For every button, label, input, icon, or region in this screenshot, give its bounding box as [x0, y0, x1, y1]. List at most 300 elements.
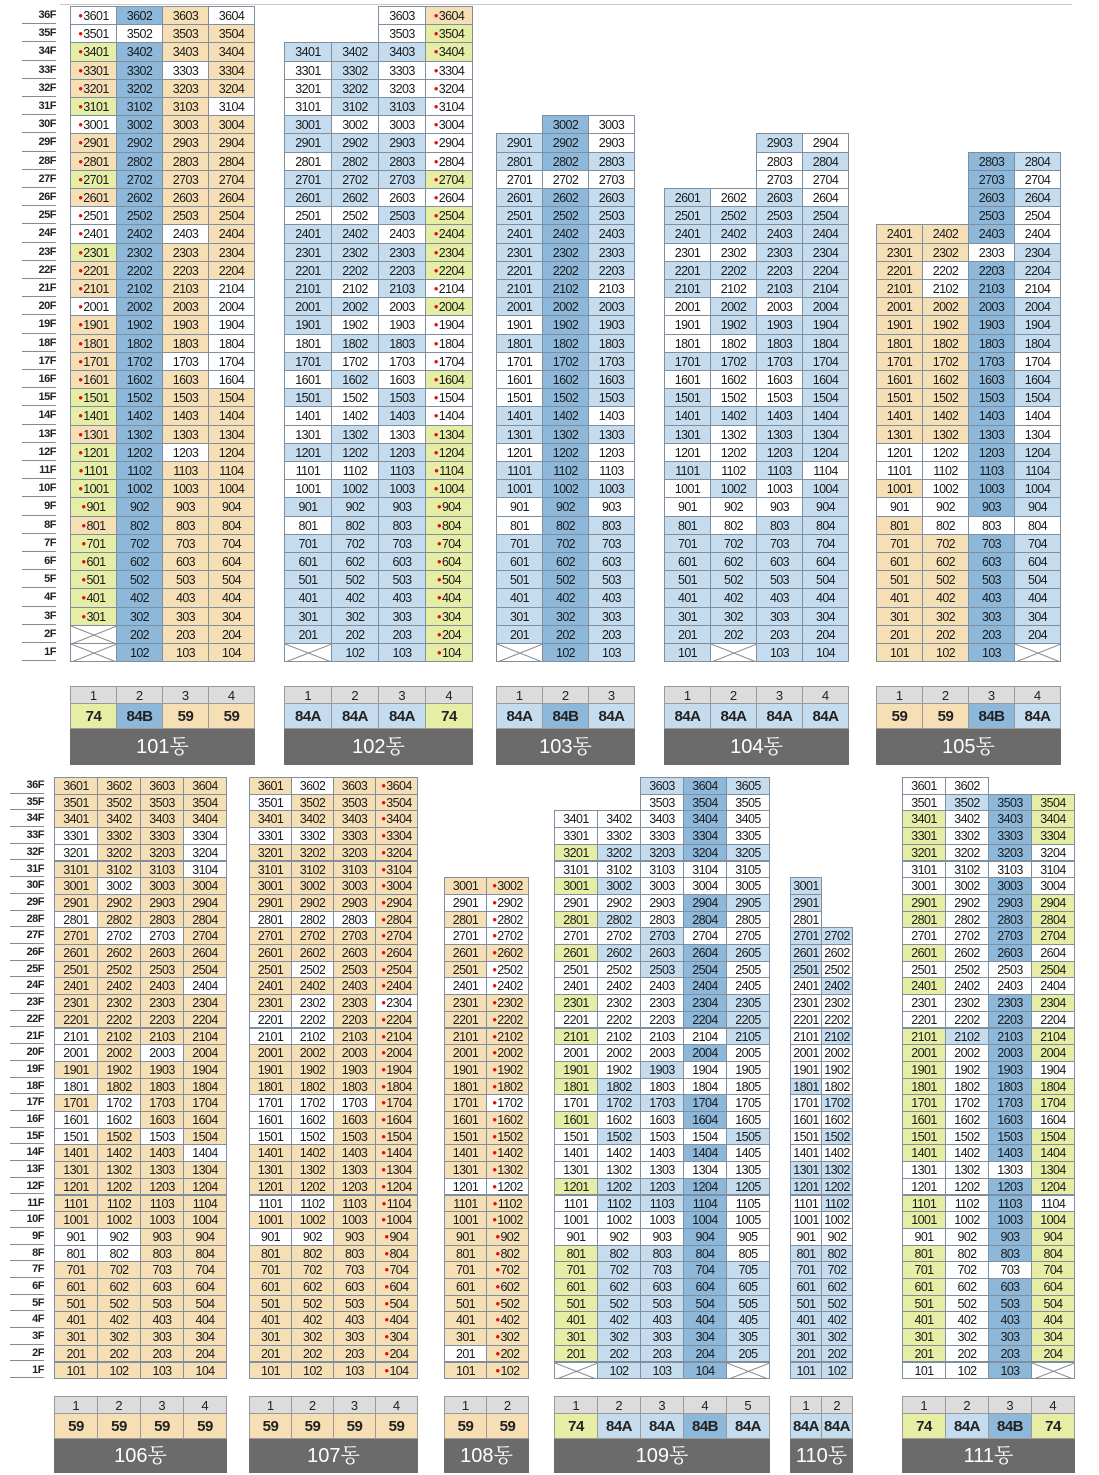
unit-cell — [542, 243, 589, 262]
unit-number: 2302 — [720, 245, 747, 260]
unit-number: 2901 — [452, 895, 479, 910]
unit-type: 84A — [710, 703, 757, 729]
unit-cell — [496, 279, 543, 298]
unit-number: 1002 — [824, 1213, 850, 1228]
unit-number: 2702 — [824, 929, 850, 944]
unit-cell — [597, 1311, 641, 1329]
unit-number: 102 — [129, 646, 150, 660]
unit-cell — [333, 927, 376, 945]
unit-cell — [425, 334, 473, 353]
unit-cell — [444, 1178, 487, 1196]
unit-number: 2904 — [1040, 895, 1066, 910]
unit-cell — [683, 877, 727, 895]
unit-cell — [162, 352, 209, 371]
unit-type: 74 — [1031, 1413, 1075, 1439]
unit-number: 2702 — [497, 929, 523, 944]
unit-cell — [664, 406, 711, 425]
unit-cell — [70, 243, 117, 262]
unit-number: 1802 — [342, 336, 368, 351]
unit-number: 3203 — [341, 845, 368, 860]
unit-number: 2802 — [342, 154, 368, 169]
unit-number: 804 — [695, 1246, 715, 1261]
unit-number: 2601 — [83, 191, 109, 205]
unit-cell — [1031, 1328, 1075, 1346]
unit-cell — [444, 1295, 487, 1313]
unit-cell — [284, 79, 332, 98]
unit-cell — [876, 279, 923, 298]
unit-cell — [640, 1278, 684, 1296]
floor-label: 5F — [10, 1295, 44, 1312]
unit-cell — [790, 1295, 822, 1313]
unit-number: 604 — [695, 1280, 715, 1294]
unit-number: 2902 — [497, 895, 523, 910]
unit-cell — [331, 443, 379, 462]
unit-cell — [183, 944, 227, 962]
unit-number: 303 — [1000, 1330, 1020, 1345]
unit-number: 1501 — [257, 1129, 284, 1144]
unit-number: 3503 — [172, 27, 199, 42]
unit-cell — [183, 1345, 227, 1363]
unit-cell — [640, 777, 684, 795]
floor-label: 27F — [22, 170, 56, 188]
unit-cell — [183, 861, 227, 879]
unit-number: 1001 — [83, 482, 109, 497]
unit-cell — [821, 927, 853, 945]
unit-number: 702 — [109, 1263, 129, 1278]
unit-cell — [756, 552, 803, 571]
unit-cell — [542, 133, 589, 152]
unit-number: 1402 — [954, 1146, 980, 1161]
unit-number: 2803 — [997, 912, 1023, 927]
unit-cell — [968, 170, 1015, 189]
floor-label: 35F — [10, 794, 44, 811]
unit-cell — [284, 152, 332, 171]
unit-cell — [988, 1078, 1032, 1096]
unit-number: 2101 — [83, 282, 109, 296]
unit-cell — [664, 224, 711, 243]
unit-number: 2704 — [692, 929, 718, 944]
line-number: 1 — [496, 686, 543, 704]
unit-number: 3103 — [172, 100, 199, 114]
unit-number: 2202 — [497, 1012, 523, 1027]
unit-number: 2303 — [149, 996, 175, 1011]
unit-cell — [597, 877, 641, 895]
unit-cell — [640, 961, 684, 979]
unit-cell — [162, 188, 209, 207]
unit-cell — [902, 944, 946, 962]
unit-cell — [1031, 927, 1075, 945]
unit-cell — [116, 588, 163, 607]
unit-cell — [425, 388, 473, 407]
red-dot-icon: • — [381, 844, 386, 860]
unit-cell — [97, 977, 141, 995]
unit-number: 2603 — [341, 946, 368, 960]
unit-cell — [116, 425, 163, 444]
unit-cell — [208, 479, 255, 498]
unit-number: 2204 — [812, 263, 839, 278]
unit-number: 1505 — [735, 1129, 761, 1144]
unit-cell — [710, 406, 757, 425]
unit-number: 1305 — [735, 1163, 761, 1178]
line-number: 1 — [902, 1396, 946, 1414]
unit-cell — [162, 607, 209, 626]
unit-cell — [554, 927, 598, 945]
unit-number: 2103 — [149, 1029, 175, 1044]
unit-cell — [710, 352, 757, 371]
unit-number: 1701 — [506, 354, 533, 369]
cross-icon — [285, 644, 332, 662]
unit-cell — [54, 1078, 98, 1096]
unit-number: 1501 — [452, 1129, 479, 1144]
unit-number: 2801 — [257, 912, 284, 927]
unit-number: 2501 — [563, 962, 589, 977]
unit-number: 502 — [609, 1296, 629, 1311]
unit-number: 1203 — [341, 1179, 368, 1194]
unit-cell — [208, 79, 255, 98]
unit-cell — [444, 1195, 487, 1213]
unit-cell — [496, 352, 543, 371]
unit-number: 502 — [345, 573, 365, 588]
unit-number: 2401 — [911, 979, 937, 994]
unit-number: 1202 — [126, 445, 153, 460]
floor-label: 7F — [10, 1261, 44, 1278]
unit-number: 2104 — [192, 1029, 218, 1044]
unit-cell — [284, 279, 332, 298]
unit-number: 1903 — [172, 318, 199, 333]
unit-number: 1704 — [1024, 354, 1051, 369]
line-number: 3 — [640, 1396, 684, 1414]
unit-number: 3302 — [299, 829, 326, 844]
red-dot-icon: • — [78, 226, 83, 242]
unit-cell — [208, 206, 255, 225]
unit-number: 1703 — [598, 354, 625, 369]
unit-number: 3003 — [149, 879, 175, 894]
unit-number: 2802 — [606, 912, 632, 927]
unit-number: 3205 — [735, 845, 761, 860]
red-dot-icon: • — [492, 1078, 497, 1094]
unit-number: 503 — [1000, 1296, 1020, 1311]
unit-number: 1601 — [452, 1113, 479, 1127]
unit-cell — [331, 479, 379, 498]
unit-cell — [790, 1278, 822, 1296]
unit-number: 303 — [601, 609, 622, 624]
unit-number: 601 — [455, 1280, 476, 1294]
unit-cell — [821, 1111, 853, 1129]
unit-number: 1604 — [192, 1113, 218, 1127]
unit-cell — [683, 1245, 727, 1263]
unit-cell — [162, 61, 209, 80]
unit-number: 2002 — [299, 1046, 326, 1061]
red-dot-icon: • — [433, 190, 438, 205]
unit-number: 702 — [935, 536, 956, 551]
unit-number: 302 — [957, 1330, 977, 1345]
unit-cell — [375, 1028, 418, 1046]
red-dot-icon: • — [495, 1245, 500, 1261]
unit-number: 1401 — [63, 1146, 89, 1161]
unit-number: 1503 — [149, 1129, 175, 1144]
unit-number: 304 — [195, 1330, 215, 1345]
unit-number: 2701 — [83, 172, 109, 187]
unit-number: 3102 — [299, 862, 326, 877]
unit-cell — [375, 1278, 418, 1296]
unit-cell — [331, 370, 379, 389]
unit-cell — [588, 643, 635, 662]
unit-number: 3503 — [341, 795, 368, 810]
unit-cell — [116, 188, 163, 207]
unit-number: 1301 — [257, 1163, 284, 1178]
unit-number: 602 — [609, 1280, 629, 1294]
building-name: 107동 — [249, 1439, 418, 1473]
unit-number: 2303 — [649, 996, 675, 1011]
red-dot-icon: • — [78, 444, 83, 460]
unit-cell — [331, 588, 379, 607]
unit-cell — [375, 927, 418, 945]
unit-cell — [496, 479, 543, 498]
unit-cell — [902, 1161, 946, 1179]
floor-label: 32F — [22, 79, 56, 97]
unit-number: 601 — [566, 1280, 586, 1294]
unit-number: 2602 — [299, 946, 326, 960]
unit-cell — [444, 1144, 487, 1162]
unit-cell — [208, 115, 255, 134]
unit-number: 3401 — [63, 812, 89, 827]
unit-number: 3102 — [126, 100, 153, 114]
unit-number: 1003 — [149, 1213, 175, 1228]
unit-cell — [249, 861, 292, 879]
unit-cell — [486, 1044, 529, 1062]
line-number: 3 — [378, 686, 426, 704]
unit-number: 504 — [195, 1296, 215, 1311]
unit-number: 1204 — [1040, 1179, 1066, 1194]
unit-cell — [284, 370, 332, 389]
unit-cell — [183, 1028, 227, 1046]
unit-number: 2904 — [812, 136, 839, 151]
unit-number: 104 — [221, 646, 242, 660]
unit-cell — [876, 461, 923, 480]
unit-number: 103 — [652, 1363, 672, 1378]
red-dot-icon: • — [495, 1295, 500, 1311]
unit-cell — [70, 588, 117, 607]
line-number: 4 — [183, 1396, 227, 1414]
unit-cell — [588, 443, 635, 462]
unit-number: 1401 — [674, 409, 701, 424]
unit-number: 2303 — [389, 245, 415, 260]
unit-cell — [249, 827, 292, 845]
unit-cell — [140, 1311, 184, 1329]
unit-number: 2903 — [766, 136, 793, 151]
unit-number: 2201 — [63, 1012, 89, 1027]
unit-number: 902 — [109, 1229, 129, 1244]
unit-cell — [945, 1295, 989, 1313]
unit-number: 1001 — [63, 1213, 89, 1228]
unit-number: 702 — [957, 1263, 977, 1278]
unit-number: 1703 — [649, 1096, 675, 1111]
unit-number: 1004 — [218, 482, 245, 497]
unit-number: 501 — [796, 1296, 816, 1311]
unit-cell — [542, 534, 589, 553]
unit-cell — [802, 243, 849, 262]
unit-number: 603 — [1000, 1280, 1020, 1294]
unit-cell — [375, 944, 418, 962]
unit-cell — [710, 588, 757, 607]
unit-number: 802 — [827, 1246, 847, 1261]
unit-cell — [790, 1078, 822, 1096]
unit-number: 701 — [677, 536, 698, 551]
unit-type: 84A — [331, 703, 379, 729]
red-dot-icon: • — [384, 1345, 389, 1361]
unit-number: 1303 — [598, 427, 625, 442]
unit-type: 84A — [640, 1413, 684, 1439]
unit-number: 2405 — [735, 979, 761, 994]
red-dot-icon: • — [436, 626, 441, 642]
unit-number: 1504 — [438, 391, 465, 406]
unit-cell — [291, 1044, 334, 1062]
unit-number: 2901 — [63, 895, 89, 910]
unit-number: 2703 — [649, 929, 675, 944]
unit-cell — [756, 643, 803, 662]
unit-cell — [375, 1261, 418, 1279]
unit-cell — [726, 1078, 770, 1096]
unit-number: 302 — [935, 609, 956, 624]
unit-number: 802 — [129, 518, 150, 533]
unit-number: 1304 — [1024, 427, 1051, 442]
unit-cell — [756, 534, 803, 553]
unit-number: 101 — [796, 1363, 816, 1378]
unit-cell — [597, 1028, 641, 1046]
unit-cell — [54, 1228, 98, 1246]
unit-type: 59 — [375, 1413, 418, 1439]
unit-number: 2201 — [452, 1012, 479, 1027]
unit-cell — [588, 334, 635, 353]
unit-cell — [988, 1328, 1032, 1346]
red-dot-icon: • — [381, 1112, 386, 1127]
unit-number: 2002 — [954, 1046, 980, 1061]
unit-number: 703 — [344, 1263, 365, 1278]
unit-cell — [1014, 334, 1061, 353]
unit-cell — [802, 552, 849, 571]
unit-number: 1703 — [389, 354, 415, 369]
unit-cell — [375, 1111, 418, 1129]
unit-cell — [486, 1328, 529, 1346]
unit-cell — [333, 1144, 376, 1162]
unit-cell — [54, 1028, 98, 1046]
unit-cell — [97, 1345, 141, 1363]
unit-number: 103 — [769, 646, 790, 660]
unit-number: 3203 — [389, 81, 415, 96]
unit-cell — [378, 388, 426, 407]
unit-cell — [116, 133, 163, 152]
unit-number: 504 — [1027, 573, 1048, 588]
unit-cell — [802, 370, 849, 389]
unit-cell — [331, 406, 379, 425]
unit-number: 402 — [302, 1313, 323, 1328]
unit-number: 2203 — [766, 263, 793, 278]
unit-cell — [486, 994, 529, 1012]
unit-number: 601 — [796, 1280, 816, 1294]
unit-cell — [375, 794, 418, 812]
unit-cell — [183, 1228, 227, 1246]
red-dot-icon: • — [381, 878, 386, 894]
unit-cell — [284, 406, 332, 425]
floor-label: 14F — [22, 406, 56, 424]
unit-cell — [902, 1261, 946, 1279]
red-dot-icon: • — [78, 8, 83, 23]
unit-cell — [140, 927, 184, 945]
unit-cell — [116, 115, 163, 134]
empty-unit-cell — [1014, 643, 1061, 662]
unit-number: 2602 — [954, 946, 980, 960]
unit-number: 1803 — [978, 336, 1005, 351]
unit-number: 2804 — [438, 154, 465, 169]
red-dot-icon: • — [78, 299, 83, 315]
unit-cell — [208, 643, 255, 662]
unit-number: 3602 — [126, 9, 153, 23]
unit-number: 101 — [677, 646, 698, 660]
unit-cell — [331, 42, 379, 61]
unit-cell — [902, 1111, 946, 1129]
unit-cell — [902, 961, 946, 979]
unit-number: 1603 — [341, 1113, 368, 1127]
unit-cell — [790, 1011, 822, 1029]
unit-number: 2403 — [766, 227, 793, 242]
unit-cell — [54, 1011, 98, 1029]
unit-cell — [988, 1195, 1032, 1213]
unit-number: 2601 — [911, 946, 937, 960]
unit-number: 2802 — [954, 912, 980, 927]
unit-number: 801 — [796, 1246, 816, 1261]
unit-number: 1702 — [606, 1096, 632, 1111]
unit-cell — [988, 810, 1032, 828]
unit-cell — [597, 944, 641, 962]
unit-number: 3504 — [192, 795, 218, 810]
unit-number: 704 — [815, 536, 836, 551]
unit-number: 1503 — [172, 391, 199, 406]
unit-number: 1201 — [793, 1179, 819, 1194]
unit-cell — [902, 1278, 946, 1296]
unit-number: 3003 — [172, 118, 199, 133]
unit-cell — [444, 1061, 487, 1079]
unit-cell — [183, 1011, 227, 1029]
unit-cell — [588, 588, 635, 607]
floor-label: 15F — [22, 388, 56, 406]
unit-number: 1201 — [452, 1179, 479, 1194]
unit-number: 3405 — [735, 812, 761, 827]
unit-cell — [208, 6, 255, 25]
unit-number: 1501 — [674, 391, 701, 406]
unit-cell — [902, 1245, 946, 1263]
unit-cell — [756, 570, 803, 589]
unit-cell — [710, 497, 757, 516]
unit-cell — [378, 115, 426, 134]
unit-number: 3204 — [386, 845, 412, 860]
unit-number: 202 — [555, 627, 576, 642]
unit-cell — [375, 861, 418, 879]
unit-number: 503 — [152, 1296, 172, 1311]
unit-number: 1904 — [692, 1062, 718, 1077]
unit-number: 1701 — [83, 354, 109, 369]
unit-cell — [640, 1078, 684, 1096]
unit-cell — [922, 388, 969, 407]
unit-cell — [902, 1295, 946, 1313]
unit-number: 3301 — [63, 829, 89, 844]
unit-cell — [664, 516, 711, 535]
unit-number: 2103 — [766, 282, 793, 296]
unit-cell — [486, 1011, 529, 1029]
cross-icon — [1032, 1363, 1075, 1380]
unit-number: 2703 — [172, 172, 199, 187]
unit-number: 3502 — [106, 795, 132, 810]
unit-number: 2402 — [824, 979, 850, 994]
